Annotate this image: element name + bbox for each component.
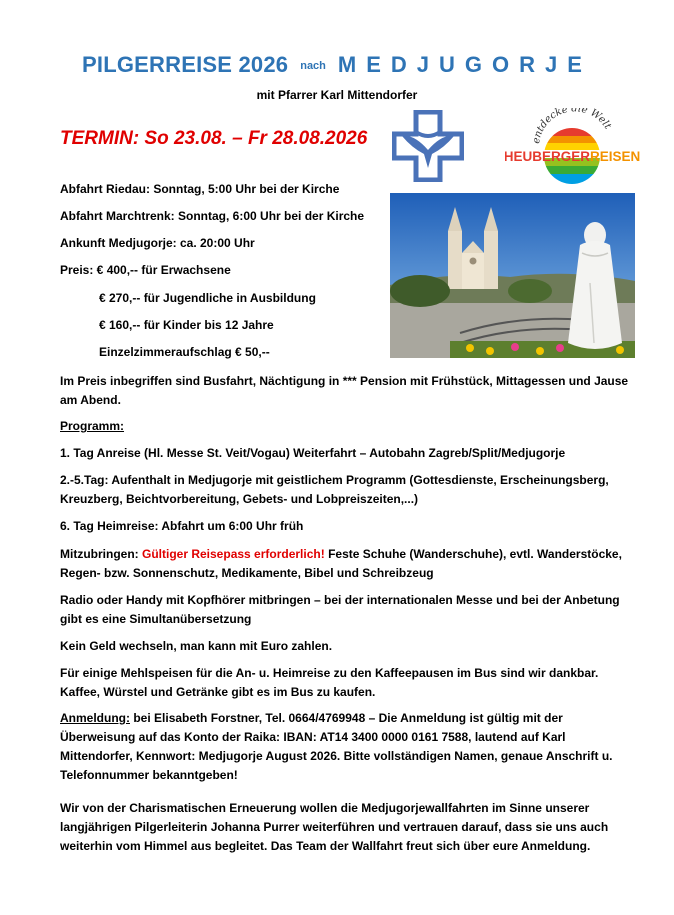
programm-tag2-5: 2.-5.Tag: Aufenthalt in Medjugorje mit geistlichem Programm (Gottesdienste, Erscheinungsberg, Kreuzberg, Beichtvorbereitung, Gebets- und Lobpreiszeiten,...) [60, 473, 609, 506]
subtitle: mit Pfarrer Karl Mittendorfer [256, 88, 418, 102]
anmeldung-text: bei Elisabeth Forstner, Tel. 0664/4769948 – Die Anmeldung ist gültig mit der Überweisung auf das Konto der Raika: IBAN: AT14 3400 0000 0161 7588, lautend auf Karl Mittendorfer, Kennwort: Medjugorje August 2026. Bitte vollständigen Namen, genaue Anschrift u. Telefonnummer bekanntgeben! [60, 711, 613, 782]
heuberger-reisen-logo [505, 108, 640, 188]
anmeldung-label: Anmeldung: [60, 711, 130, 725]
abfahrt-marchtrenk: Abfahrt Marchtrenk: Sonntag, 6:00 Uhr bei der Kirche [60, 209, 365, 223]
preis-kinder: € 160,-- für Kinder bis 12 Jahre [99, 318, 274, 332]
anmeldung [60, 709, 630, 785]
termin-date: TERMIN: So 23.08. – Fr 28.08.2026 [60, 128, 368, 149]
page-title [0, 52, 674, 78]
closing-text: Wir von der Charismatischen Erneuerung wollen die Medjugorjewallfahrten im Sinne unserer langjährigen Pilgerleiterin Johanna Purrer weiterführen und vertrauen darauf, dass sie uns auch weiterhin vom Himmel aus begleitet. Das Team der Wallfahrt freut sich über eure Anmeldung. [60, 801, 609, 853]
radio-hint: Radio oder Handy mit Kopfhörer mitbringen – bei der internationalen Messe und bei der Anbetung gibt es eine Simultanübersetzung [60, 593, 620, 626]
hb-name-part2: REISEN [590, 149, 640, 164]
programm-tag1: 1. Tag Anreise (Hl. Messe St. Veit/Vogau) Weiterfahrt – Autobahn Zagreb/Split/Medjugorje [60, 446, 566, 460]
mitbringen [60, 545, 630, 583]
einzelzimmer: Einzelzimmeraufschlag € 50,-- [99, 345, 270, 359]
mitbringen-label: Mitzubringen: [60, 547, 139, 561]
preis-erwachsene: Preis: € 400,-- für Erwachsene [60, 263, 231, 277]
hb-name-part1: HEUBERGER [505, 149, 590, 164]
programm-heading: Programm: [60, 419, 125, 433]
mehlspeisen-hint: Für einige Mehlspeisen für die An- u. Heimreise zu den Kaffeepausen im Bus sind wir dankbar. Kaffee, Würstel und Getränke gibt es im Bus zu kaufen. [60, 666, 599, 699]
programm-tag6: 6. Tag Heimreise: Abfahrt um 6:00 Uhr früh [60, 519, 304, 533]
title-nach: nach [300, 60, 326, 72]
svg-text:HEUBERGERREISEN [505, 149, 640, 164]
hb-arc-text: entdecke die Welt [530, 108, 613, 145]
ankunft: Ankunft Medjugorje: ca. 20:00 Uhr [60, 236, 255, 250]
preis-jugend: € 270,-- für Jugendliche in Ausbildung [99, 291, 316, 305]
title-main: PILGERREISE 2026 [82, 52, 289, 77]
medjugorje-photo [390, 193, 635, 358]
geld-hint: Kein Geld wechseln, man kann mit Euro zahlen. [60, 639, 333, 653]
title-destination: MEDJUGORJE [337, 52, 592, 77]
inbegriffen: Im Preis inbegriffen sind Busfahrt, Nächtigung in *** Pension mit Frühstück, Mittagessen und Jause am Abend. [60, 374, 629, 407]
reisepass-warning: Gültiger Reisepass erforderlich! [142, 547, 325, 561]
abfahrt-riedau: Abfahrt Riedau: Sonntag, 5:00 Uhr bei der Kirche [60, 182, 340, 196]
mitbringen-list: Feste Schuhe (Wanderschuhe), evtl. Wanderstöcke, Regen- bzw. Sonnenschutz, Medikamente, Bibel und Schreibzeug [60, 547, 622, 580]
charismatic-cross-logo [392, 110, 464, 182]
